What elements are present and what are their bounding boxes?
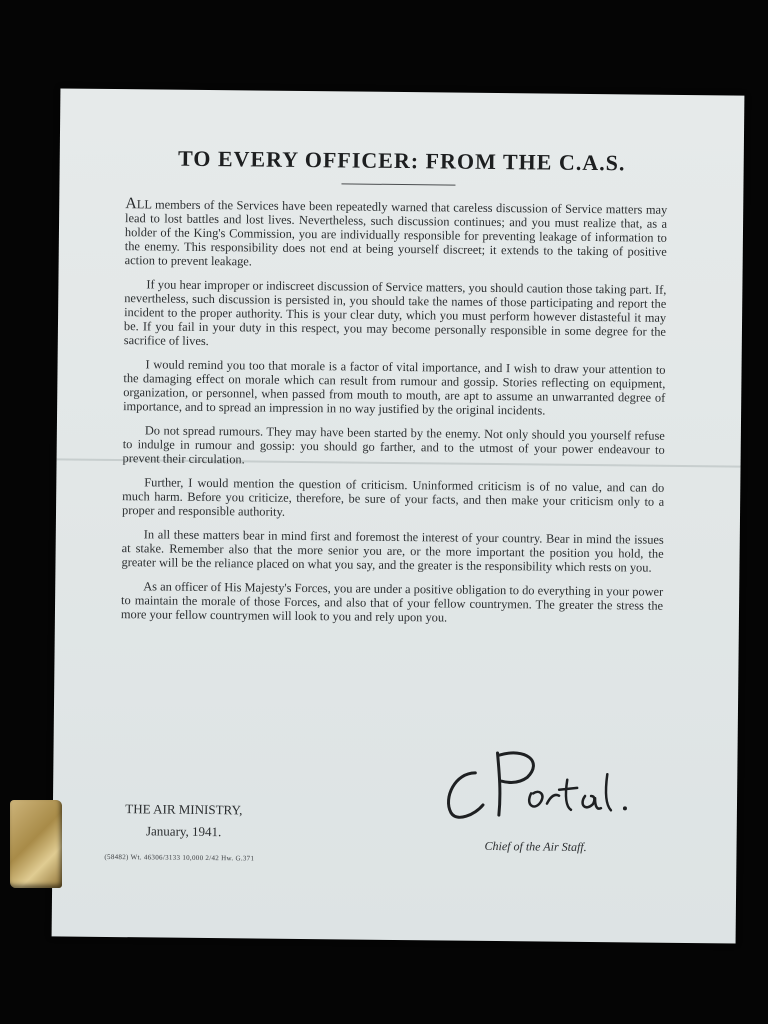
paragraph-2: If you hear improper or indiscreet discussion of Service matters, you should caution those taking part. If, nevertheless, such discussion is persisted in, you should take the names of those participating and report the incident to the proper authority. This is your clear duty, which you must perform however distasteful it may be. If you fail in your duty in this respect, you may become personally responsible in some degree for the sacrifice of lives. (123, 277, 667, 349)
print-code: (58482) Wt. 46306/3133 10,000 2/42 Hw. G.371 (104, 852, 255, 863)
paragraph-1 (125, 197, 668, 273)
paragraph-3: I would remind you too that morale is a factor of vital importance, and I wish to draw your attention to the damaging effect on morale which can result from rumour and gossip. Stories reflecting on equipment, organization, or personnel, when passed from mouth to mouth, are apt to assume an unwarranted degree of importance, and to spread an impression in no way justified by the original incidents. (123, 357, 666, 418)
document-page (52, 88, 745, 943)
paragraph-5: Further, I would mention the question of criticism. Uninformed criticism is of no value, and can do much harm. Before you criticize, therefore, be sure of your facts, and then make your criticism only to a proper and responsible authority. (121, 475, 665, 519)
paragraph-6: In all these matters bear in mind first and foremost the interest of your country. Bear in mind the issues at stake. Remember also that the more senior you are, or the more important the position you hold, the greater will be the reliance placed on what you say, and the greater is the responsibility which rests on you. (121, 527, 664, 575)
paragraph-1-text: LL members of the Services have been repeatedly warned that careless discussion of Service matters may lead to lost battles and lost lives. Nevertheless, such discussion continues; and you must realize that, as a holder of the King's Commission, you are individually responsible for preventing leakage of information to the enemy. This responsibility does not end at being yourself discreet; it extends to the taking of positive action to prevent leakage. (124, 197, 668, 269)
page-title: TO EVERY OFFICER: FROM THE C.A.S. (177, 145, 626, 176)
portal-signature (435, 742, 636, 834)
signatory-title: Chief of the Air Staff. (484, 838, 587, 854)
letter-body (121, 197, 668, 637)
paragraph-7: As an officer of His Majesty's Forces, you are under a positive obligation to do everything in your power to maintain the morale of those Forces, and also that of your fellow countrymen. The greater the stress the more your fellow countrymen will look to you and rely upon you. (120, 579, 664, 625)
drop-cap: A (125, 195, 137, 213)
issue-date: January, 1941. (145, 823, 222, 840)
issuer-block (109, 801, 259, 847)
brass-paper-clip (10, 800, 62, 888)
paragraph-4: Do not spread rumours. They may have been started by the enemy. Not only should you yourself refuse to indulge in rumour and gossip: you should go farther, and to the utmost of your power endeavour to prevent their circulation. (122, 423, 665, 467)
ministry-name: THE AIR MINISTRY, (125, 801, 243, 818)
title-divider (341, 183, 455, 185)
